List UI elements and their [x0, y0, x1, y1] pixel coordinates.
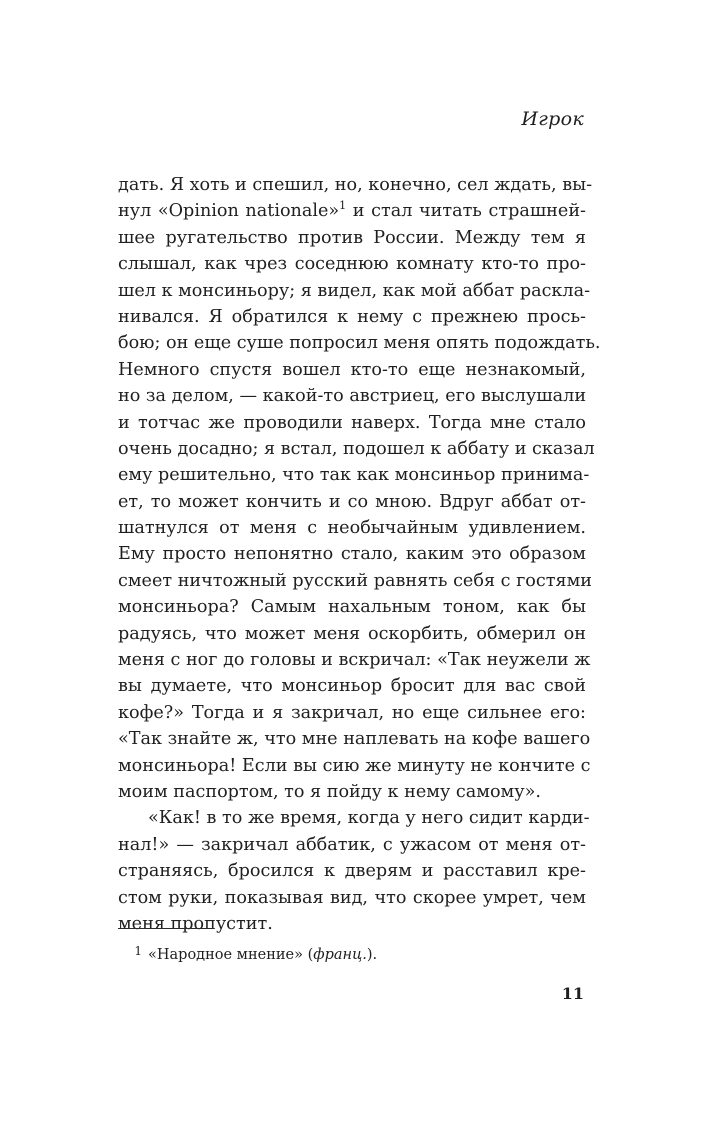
text-line-start: нул «Opinion nationale» [118, 201, 340, 222]
text-line: шее ругательство против России. Между тем я [118, 227, 586, 248]
text-line: меня пропустит. [118, 913, 273, 934]
text-line: ему решительно, что так как монсиньор принима- [118, 465, 590, 486]
text-line: «Так знайте ж, что мне наплевать на кофе вашего [118, 729, 591, 750]
text-line: шатнулся от меня с необычайным удивлением. [118, 518, 586, 539]
text-line: стом руки, показывая вид, что скорее умрет, чем [118, 887, 586, 908]
text-line: кофе?» Тогда и я закричал, но еще сильнее его: [118, 702, 586, 723]
text-line: ет, то может кончить и со мною. Вдруг аббат от- [118, 491, 586, 512]
footnote-text: «Народное мнение» ( [148, 947, 314, 963]
body-text [118, 172, 601, 937]
text-line: монсиньора! Если вы сию же минуту не кончите с [118, 755, 591, 776]
footnote-italic: франц. [313, 947, 367, 963]
text-line [118, 198, 586, 224]
text-line: но за делом, — какой-то австриец, его выслушали [118, 386, 587, 407]
text-line: монсиньора? Самым нахальным тоном, как бы [118, 597, 586, 618]
text-line: очень досадно; я встал, подошел к аббату и сказал [118, 438, 595, 459]
text-line: страняясь, бросился к дверям и расставил кре- [118, 861, 586, 882]
text-line: «Как! в то же время, когда у него сидит карди- [148, 808, 590, 829]
footnote [118, 940, 377, 966]
text-line: Немного спустя вошел кто-то еще незнакомый, [118, 359, 586, 380]
text-line: меня с ног до головы и вскричал: «Так неужели ж [118, 650, 591, 671]
footnote-tail: ). [366, 947, 378, 963]
text-line: радуясь, что может меня оскорбить, обмерил он [118, 623, 586, 644]
text-line: Ему просто непонятно стало, каким это образом [118, 544, 586, 565]
text-line: дать. Я хоть и спешил, но, конечно, сел ждать, вы- [118, 175, 593, 195]
text-line: и тотчас же проводили наверх. Тогда мне стало [118, 412, 586, 433]
text-line: смеет ничтожный русский равнять себя с гостями [118, 570, 592, 591]
text-line: нал!» — закричал аббатик, с ужасом от меня от- [118, 834, 586, 855]
footnote-number: 1 [134, 944, 142, 958]
text-line: бою; он еще суше попросил меня опять подождать. [118, 333, 601, 354]
page-number: 11 [561, 984, 584, 1003]
text-line: слышал, как чрез соседнюю комнату кто-то про- [118, 254, 586, 275]
text-line: моим паспортом, то я пойду к нему самому». [118, 781, 541, 802]
running-head: Игрок [521, 108, 584, 130]
footnote-reference[interactable]: 1 [339, 199, 347, 213]
text-line-rest: и стал читать страшней- [346, 201, 586, 222]
text-line: нивался. Я обратился к нему с прежнею прось- [118, 306, 586, 327]
text-line: шел к монсиньору; я видел, как мой аббат раскла- [118, 280, 591, 301]
footnote-separator [118, 928, 213, 929]
text-line: вы думаете, что монсиньор бросит для вас свой [118, 676, 586, 697]
